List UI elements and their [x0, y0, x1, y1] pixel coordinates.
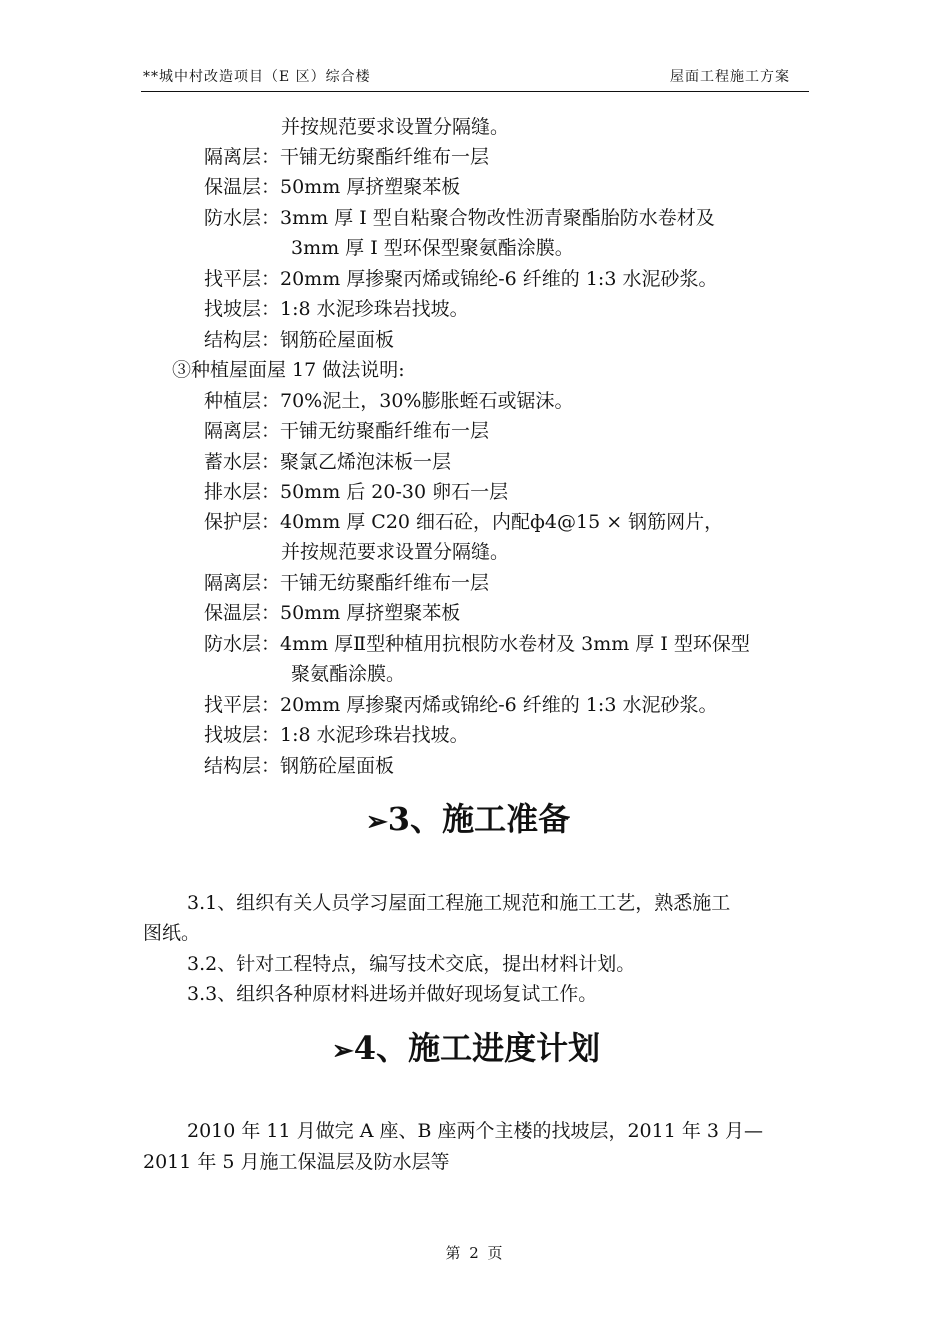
text-line: 3mm 厚 I 型环保型聚氨酯涂膜。 [291, 237, 574, 259]
text-line: 并按规范要求设置分隔缝。 [281, 541, 510, 563]
text-line: 结构层：钢筋砼屋面板 [204, 329, 395, 351]
text-line: 种植层：70%泥土，30%膨胀蛭石或锯沫。 [204, 390, 574, 412]
subsection-heading: ③种植屋面屋 17 做法说明: [172, 359, 405, 381]
page-number: 第 2 页 [445, 1244, 505, 1262]
header-divider [141, 91, 809, 92]
header-document-title: 屋面工程施工方案 [670, 69, 790, 85]
section-title: 4、施工进度计划 [353, 1029, 601, 1067]
text-line: 找平层：20mm 厚掺聚丙烯或锦纶-6 纤维的 1:3 水泥砂浆。 [204, 694, 718, 716]
text-line: 找坡层：1:8 水泥珍珠岩找坡。 [204, 298, 469, 320]
arrow-bullet-icon: ➢ [332, 1036, 354, 1066]
text-line: 防水层：3mm 厚 I 型自粘聚合物改性沥青聚酯胎防水卷材及 [204, 207, 715, 229]
section-heading-3 [366, 800, 570, 841]
text-line: 找平层：20mm 厚掺聚丙烯或锦纶-6 纤维的 1:3 水泥砂浆。 [204, 268, 718, 290]
paragraph-line: 图纸。 [143, 922, 201, 944]
text-line: 防水层：4mm 厚Ⅱ型种植用抗根防水卷材及 3mm 厚 I 型环保型 [204, 633, 750, 655]
arrow-bullet-icon: ➢ [366, 807, 388, 837]
paragraph-line: 2011 年 5 月施工保温层及防水层等 [143, 1151, 450, 1173]
text-line: 并按规范要求设置分隔缝。 [281, 116, 510, 138]
text-line: 蓄水层：聚氯乙烯泡沫板一层 [204, 451, 452, 473]
section-heading-4 [332, 1029, 600, 1070]
text-line: 保温层：50mm 厚挤塑聚苯板 [204, 602, 461, 624]
section-title: 3、施工准备 [387, 800, 571, 838]
text-line: 隔离层：干铺无纺聚酯纤维布一层 [204, 420, 490, 442]
paragraph-line: 3.1、组织有关人员学习屋面工程施工规范和施工工艺，熟悉施工 [187, 892, 731, 914]
header-project-name: **城中村改造项目（E 区）综合楼 [143, 69, 371, 85]
paragraph-line: 2010 年 11 月做完 A 座、B 座两个主楼的找坡层，2011 年 3 月— [187, 1120, 764, 1142]
paragraph-line: 3.3、组织各种原材料进场并做好现场复试工作。 [187, 983, 598, 1005]
text-line: 结构层：钢筋砼屋面板 [204, 755, 395, 777]
text-line: 保温层：50mm 厚挤塑聚苯板 [204, 176, 461, 198]
text-line: 隔离层：干铺无纺聚酯纤维布一层 [204, 146, 490, 168]
paragraph-line: 3.2、针对工程特点，编写技术交底，提出材料计划。 [187, 953, 636, 975]
text-line: 找坡层：1:8 水泥珍珠岩找坡。 [204, 724, 469, 746]
text-line: 排水层：50mm 后 20-30 卵石一层 [204, 481, 509, 503]
text-line: 保护层：40mm 厚 C20 细石砼，内配ф4@15 × 钢筋网片， [204, 511, 724, 533]
text-line: 隔离层：干铺无纺聚酯纤维布一层 [204, 572, 490, 594]
text-line: 聚氨酯涂膜。 [291, 663, 406, 685]
